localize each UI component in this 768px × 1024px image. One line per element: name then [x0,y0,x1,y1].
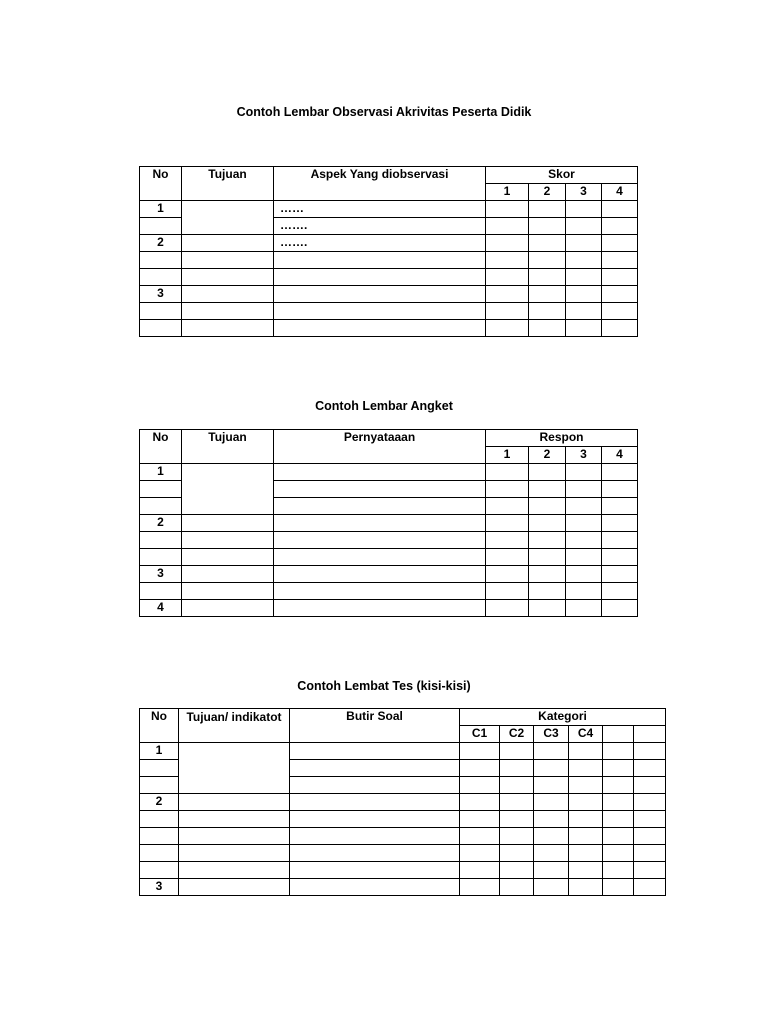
respon-cell [566,464,602,481]
row-aspek [274,269,486,286]
header-tujuan: Tujuan [182,430,274,464]
row-no: 4 [140,600,182,617]
respon-col-header: 2 [529,447,566,464]
respon-cell [602,566,638,583]
respon-cell [566,532,602,549]
row-no: 1 [140,201,182,218]
respon-cell [529,464,566,481]
score-cell [529,218,566,235]
respon-cell [529,600,566,617]
score-cell [566,252,602,269]
kategori-col-header: C4 [569,726,603,743]
respon-cell [486,600,529,617]
row-butir-soal [290,845,460,862]
row-no: 2 [140,515,182,532]
skor-col-header: 1 [486,184,529,201]
kategori-col-header [634,726,666,743]
score-cell [529,320,566,337]
kategori-cell [634,828,666,845]
kategori-cell [569,879,603,896]
table-row [140,845,666,862]
table-row [140,862,666,879]
row-tujuan [179,862,290,879]
table-row [140,320,638,337]
table-row [140,235,638,252]
row-tujuan [182,201,274,235]
kategori-cell [634,811,666,828]
respon-cell [566,515,602,532]
score-cell [602,252,638,269]
table-row [140,464,638,481]
respon-cell [486,481,529,498]
score-cell [602,201,638,218]
row-pernyataan [274,549,486,566]
table-row [140,583,638,600]
header-tujuan-indikator: Tujuan/ indikatot [179,709,290,743]
row-no [140,583,182,600]
row-aspek [274,303,486,320]
respon-cell [486,515,529,532]
respon-cell [602,464,638,481]
row-aspek [274,286,486,303]
kategori-cell [534,862,569,879]
kategori-cell [460,845,500,862]
respon-cell [602,481,638,498]
kategori-cell [634,743,666,760]
respon-cell [566,583,602,600]
kategori-cell [634,845,666,862]
score-cell [602,286,638,303]
score-cell [486,201,529,218]
kategori-cell [569,777,603,794]
score-cell [602,320,638,337]
row-no [140,828,179,845]
respon-cell [529,498,566,515]
respon-col-header: 4 [602,447,638,464]
row-pernyataan [274,515,486,532]
respon-cell [566,549,602,566]
score-cell [486,252,529,269]
row-no [140,269,182,286]
score-cell [566,269,602,286]
table-row [140,532,638,549]
respon-cell [602,600,638,617]
table-row [140,286,638,303]
row-no: 3 [140,566,182,583]
score-cell [602,218,638,235]
kategori-col-header [603,726,634,743]
row-tujuan [182,320,274,337]
skor-col-header: 3 [566,184,602,201]
kategori-cell [569,811,603,828]
row-tujuan [182,252,274,269]
header-no: No [140,167,182,201]
respon-cell [566,566,602,583]
respon-cell [486,498,529,515]
respon-cell [486,532,529,549]
row-pernyataan [274,498,486,515]
respon-cell [529,532,566,549]
kategori-cell [534,811,569,828]
kategori-col-header: C2 [500,726,534,743]
row-tujuan [179,845,290,862]
angket-title: Contoh Lembar Angket [315,399,453,413]
row-no: 2 [140,235,182,252]
row-no: 2 [140,794,179,811]
row-no [140,760,179,777]
kategori-cell [534,879,569,896]
table-row [140,600,638,617]
respon-cell [602,498,638,515]
row-tujuan [182,549,274,566]
kategori-cell [603,760,634,777]
respon-cell [486,583,529,600]
kategori-cell [460,811,500,828]
row-butir-soal [290,760,460,777]
header-skor: Skor [486,167,638,184]
score-cell [486,218,529,235]
header-butir-soal: Butir Soal [290,709,460,743]
row-butir-soal [290,879,460,896]
header-no: No [140,430,182,464]
score-cell [486,303,529,320]
row-tujuan [182,583,274,600]
kategori-cell [500,777,534,794]
kategori-cell [569,828,603,845]
respon-cell [602,532,638,549]
kategori-cell [460,760,500,777]
row-no: 1 [140,464,182,481]
header-tujuan: Tujuan [182,167,274,201]
kategori-cell [460,743,500,760]
kategori-cell [534,760,569,777]
row-aspek: …… [274,201,486,218]
kategori-cell [534,794,569,811]
score-cell [566,235,602,252]
kategori-cell [460,879,500,896]
observasi-table [139,166,638,337]
respon-cell [529,481,566,498]
score-cell [566,201,602,218]
row-tujuan [182,464,274,515]
kategori-cell [500,879,534,896]
respon-cell [529,549,566,566]
kategori-cell [500,845,534,862]
table-row [140,794,666,811]
table-row [140,303,638,320]
kategori-cell [460,794,500,811]
score-cell [566,303,602,320]
row-no [140,549,182,566]
row-butir-soal [290,777,460,794]
respon-cell [602,515,638,532]
table-row [140,879,666,896]
row-aspek [274,252,486,269]
row-pernyataan [274,583,486,600]
row-no: 1 [140,743,179,760]
row-tujuan [179,828,290,845]
row-aspek: ……. [274,218,486,235]
kategori-cell [534,845,569,862]
score-cell [486,269,529,286]
respon-cell [486,566,529,583]
row-pernyataan [274,464,486,481]
row-pernyataan [274,532,486,549]
respon-cell [602,583,638,600]
respon-cell [529,566,566,583]
row-no [140,532,182,549]
kategori-cell [534,743,569,760]
kategori-cell [603,811,634,828]
score-cell [529,201,566,218]
table-row [140,743,666,760]
kategori-cell [500,743,534,760]
row-butir-soal [290,743,460,760]
kategori-cell [500,862,534,879]
respon-cell [566,481,602,498]
row-butir-soal [290,862,460,879]
row-no: 3 [140,286,182,303]
score-cell [529,252,566,269]
header-kategori: Kategori [460,709,666,726]
row-tujuan [182,600,274,617]
kategori-cell [500,811,534,828]
respon-cell [486,464,529,481]
score-cell [602,303,638,320]
table-row [140,515,638,532]
skor-col-header: 4 [602,184,638,201]
kategori-cell [603,845,634,862]
row-tujuan [182,269,274,286]
score-cell [529,269,566,286]
respon-cell [529,515,566,532]
kategori-cell [569,743,603,760]
respon-col-header: 1 [486,447,529,464]
row-tujuan [179,743,290,794]
row-no [140,862,179,879]
kategori-cell [603,777,634,794]
score-cell [566,218,602,235]
kategori-cell [460,777,500,794]
kategori-cell [500,794,534,811]
row-pernyataan [274,481,486,498]
row-tujuan [182,532,274,549]
row-pernyataan [274,600,486,617]
row-tujuan [182,566,274,583]
kategori-cell [500,760,534,777]
score-cell [486,320,529,337]
kategori-col-header: C1 [460,726,500,743]
kategori-cell [603,879,634,896]
kategori-cell [569,862,603,879]
kategori-cell [603,794,634,811]
score-cell [529,286,566,303]
score-cell [486,235,529,252]
row-butir-soal [290,794,460,811]
header-no: No [140,709,179,743]
row-tujuan [179,794,290,811]
respon-cell [566,498,602,515]
kategori-col-header: C3 [534,726,569,743]
kategori-cell [569,794,603,811]
table-row [140,252,638,269]
score-cell [486,286,529,303]
row-no [140,811,179,828]
row-butir-soal [290,828,460,845]
row-no [140,252,182,269]
row-no [140,481,182,498]
kategori-cell [634,879,666,896]
row-aspek: ……. [274,235,486,252]
kategori-cell [634,760,666,777]
kategori-cell [569,760,603,777]
row-tujuan [182,235,274,252]
respon-cell [529,583,566,600]
respon-cell [566,600,602,617]
row-no [140,320,182,337]
score-cell [566,320,602,337]
row-no [140,498,182,515]
header-aspek: Aspek Yang diobservasi [274,167,486,201]
row-aspek [274,320,486,337]
kategori-cell [534,777,569,794]
header-pernyataan: Pernyataaan [274,430,486,464]
score-cell [529,303,566,320]
score-cell [602,269,638,286]
observasi-title: Contoh Lembar Observasi Akrivitas Peserta Didik [236,105,532,119]
table-row [140,566,638,583]
respon-col-header: 3 [566,447,602,464]
score-cell [602,235,638,252]
respon-cell [602,549,638,566]
row-no [140,218,182,235]
tes-title: Contoh Lembat Tes (kisi-kisi) [297,679,471,693]
score-cell [529,235,566,252]
table-row [140,269,638,286]
row-no [140,845,179,862]
table-row [140,201,638,218]
row-no [140,303,182,320]
header-respon: Respon [486,430,638,447]
kategori-cell [569,845,603,862]
kategori-cell [603,743,634,760]
respon-cell [486,549,529,566]
table-row [140,828,666,845]
row-no [140,777,179,794]
row-tujuan [179,811,290,828]
kategori-cell [634,777,666,794]
row-butir-soal [290,811,460,828]
kategori-cell [634,794,666,811]
kategori-cell [603,862,634,879]
kategori-cell [634,862,666,879]
kategori-cell [500,828,534,845]
table-row [140,811,666,828]
kategori-cell [460,828,500,845]
row-tujuan [182,303,274,320]
score-cell [566,286,602,303]
row-no: 3 [140,879,179,896]
kategori-cell [603,828,634,845]
kategori-cell [534,828,569,845]
row-tujuan [182,515,274,532]
row-tujuan [182,286,274,303]
table-row [140,549,638,566]
row-tujuan [179,879,290,896]
angket-table [139,429,638,617]
row-pernyataan [274,566,486,583]
skor-col-header: 2 [529,184,566,201]
kategori-cell [460,862,500,879]
tes-table [139,708,666,896]
